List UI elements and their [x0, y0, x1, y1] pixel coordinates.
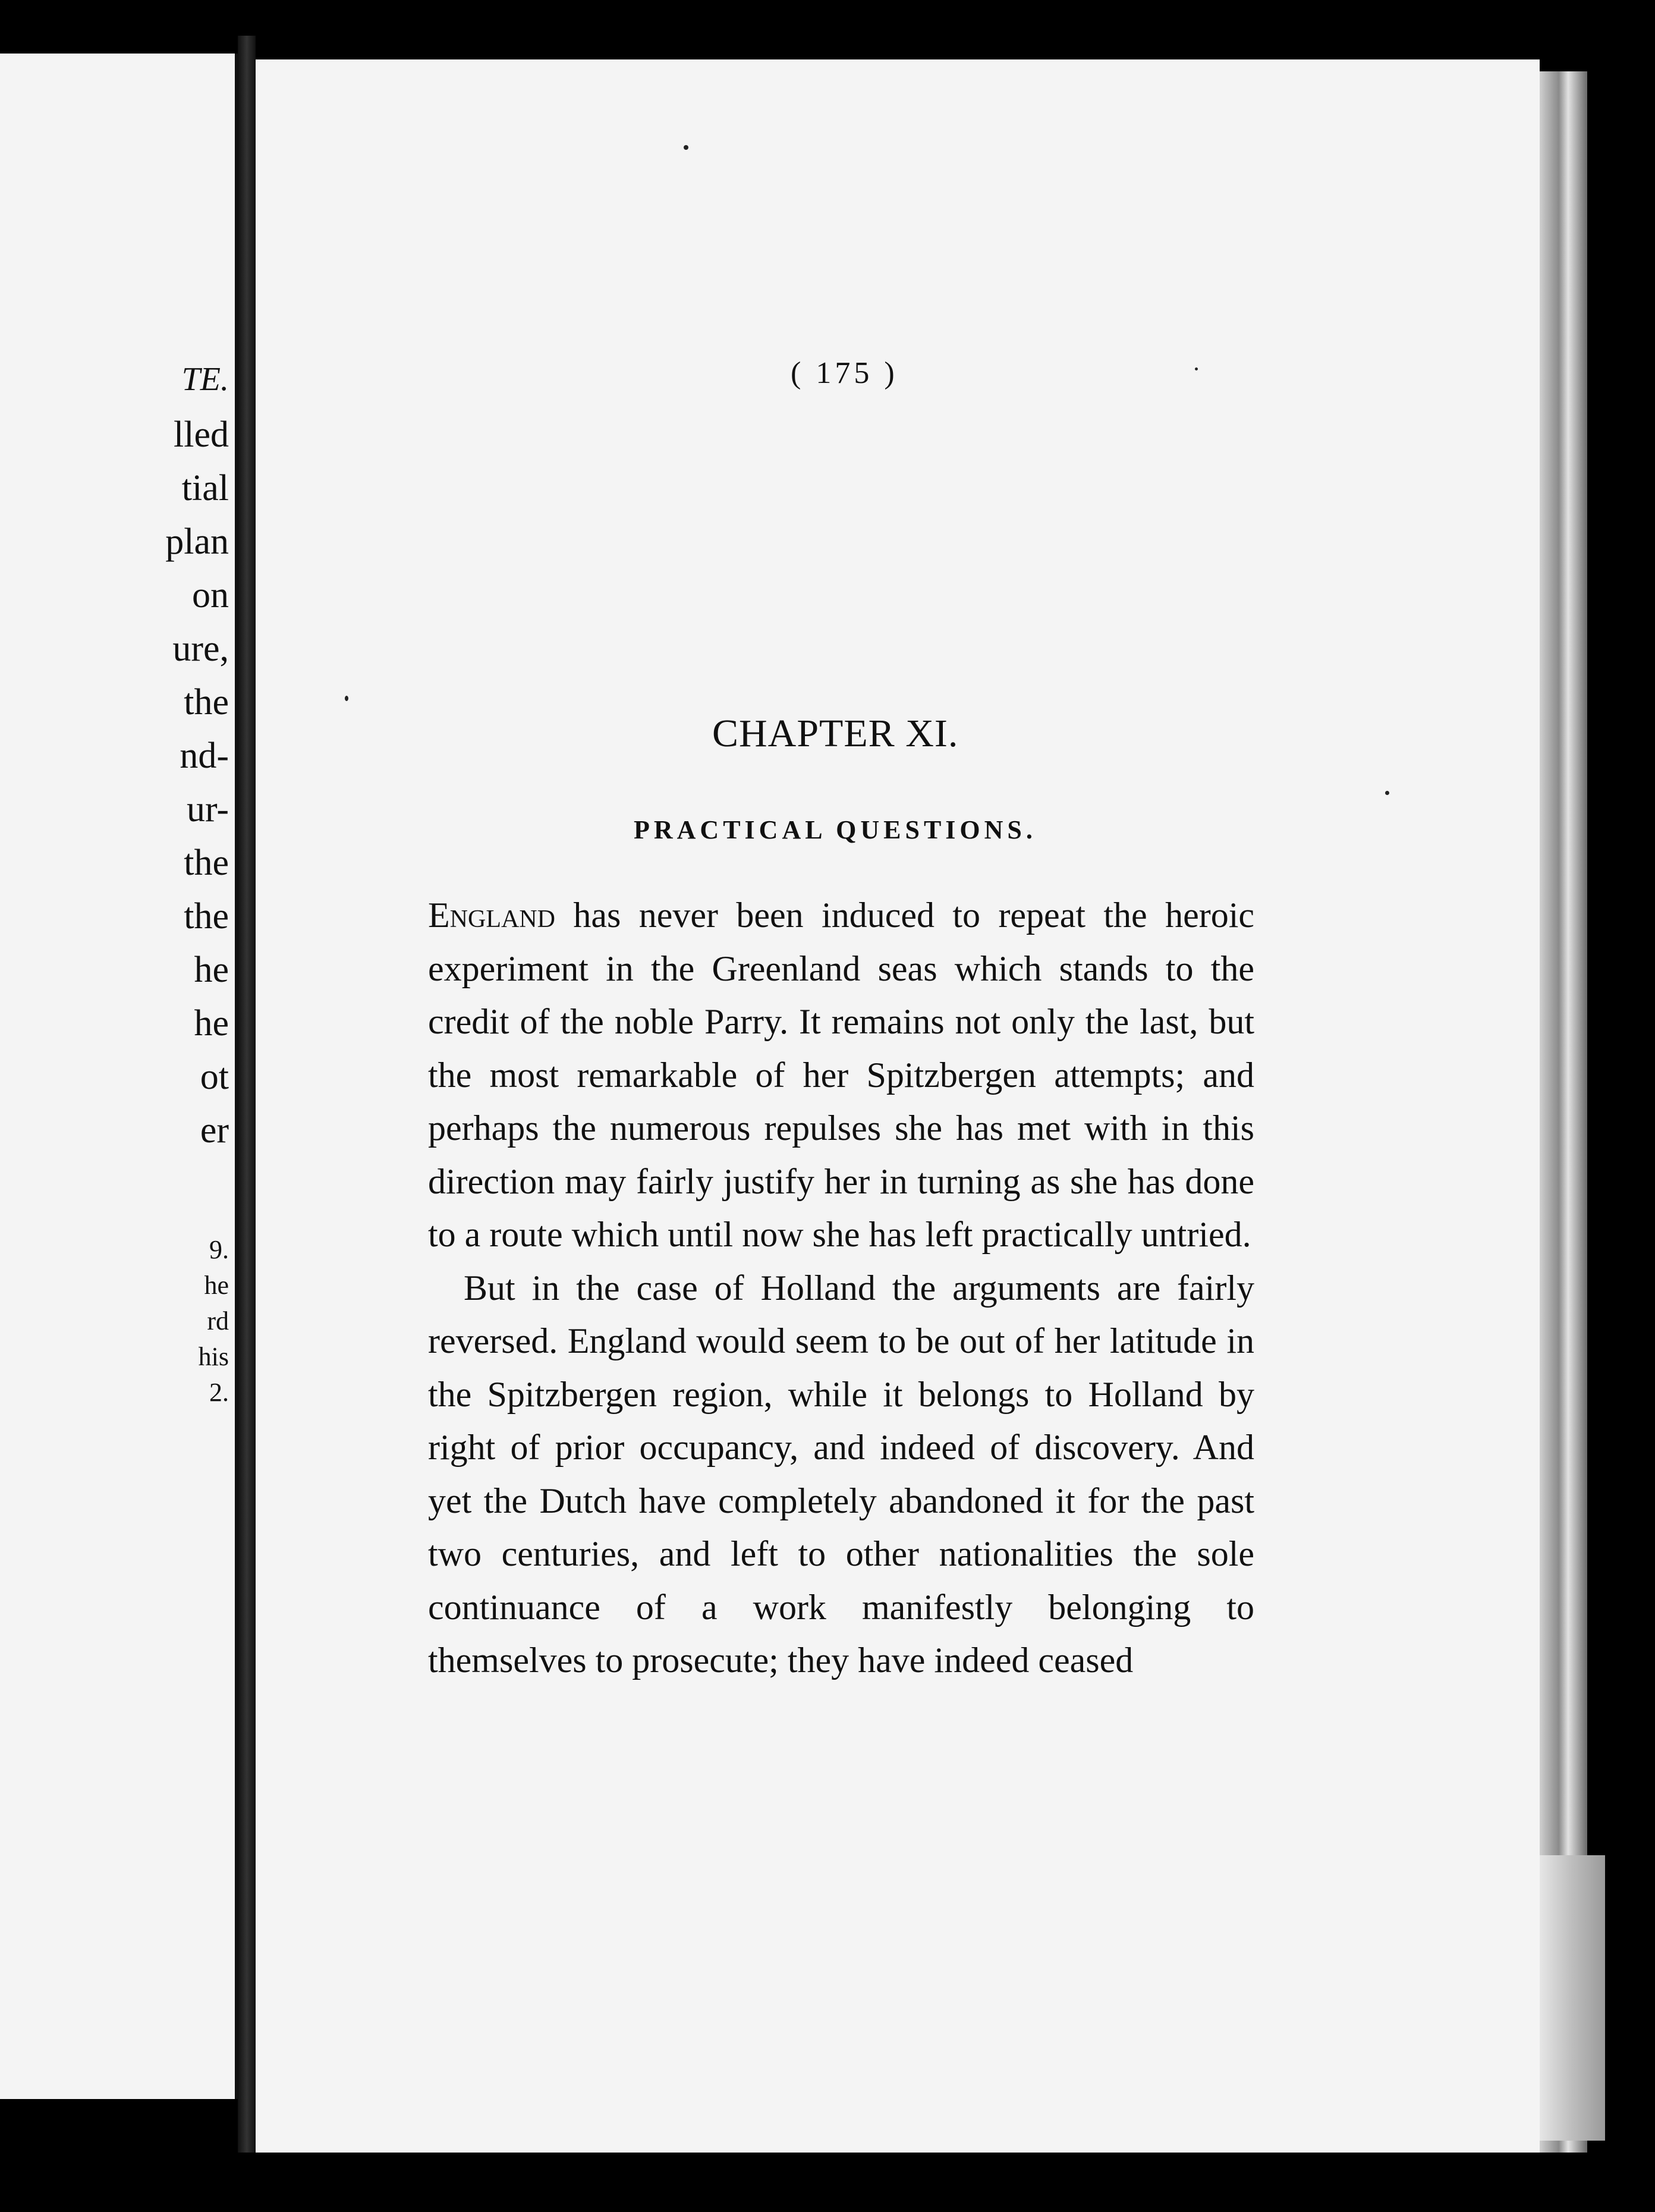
- left-page-line: ot: [200, 1057, 229, 1097]
- left-page-footnote-line: he: [204, 1271, 229, 1300]
- left-page-line: ure,: [172, 629, 229, 669]
- paragraph-text: But in the case of Holland the arguments are fairly reversed. England would seem to be out of her latitude in the Spitzbergen region, while it belongs to Holland by right of prior occupancy, and indeed of discovery. And yet the Dutch have completely abandoned it for the past two centuries, and left to other nationalities the sole continuance of a work manifestly belonging to themselves to prosecute; they have indeed ceased: [428, 1268, 1254, 1680]
- paragraph-lead-word: England: [428, 896, 555, 935]
- left-page-fragment: [0, 54, 241, 2099]
- left-page-line: the: [184, 843, 229, 883]
- book-page-edges-lower: [1540, 1855, 1605, 2141]
- left-page-footnote-line: 2.: [209, 1378, 229, 1407]
- left-page-line: the: [184, 682, 229, 722]
- scan-speck: [1385, 791, 1389, 795]
- left-page-footnote-line: his: [198, 1342, 229, 1371]
- left-page-line: ur-: [186, 789, 229, 830]
- book-gutter: [238, 36, 256, 2153]
- left-page-line: he: [194, 950, 229, 990]
- chapter-body: [428, 889, 1254, 1688]
- left-page-line: nd-: [180, 736, 229, 776]
- scan-speck: [1195, 367, 1198, 370]
- left-page-line: on: [192, 575, 229, 615]
- chapter-subtitle: PRACTICAL QUESTIONS.: [634, 815, 1037, 844]
- left-page-footnote-line: 9.: [209, 1235, 229, 1264]
- left-page-line: lled: [174, 414, 229, 455]
- scan-speck: [684, 145, 688, 150]
- left-page-line: plan: [165, 521, 229, 562]
- left-page-line: er: [200, 1110, 229, 1151]
- page-number: ( 175 ): [791, 356, 898, 390]
- left-page-line: he: [194, 1003, 229, 1044]
- paragraph: [428, 889, 1254, 1262]
- chapter-title: CHAPTER XI.: [712, 712, 959, 755]
- scan-speck: [345, 696, 348, 701]
- left-page-header: TE.: [181, 361, 229, 398]
- left-page-line: tial: [181, 468, 229, 508]
- left-page-footnote-line: rd: [207, 1306, 229, 1336]
- paragraph-text: has never been induced to repeat the heroic experiment in the Greenland seas which stands to the credit of the noble Parry. It remains not only the last, but the most remarkable of her Spitzbergen attempts; and perhaps the numerous repulses she has met with in this direction may fairly justify her in turning as she has done to a route which until now she has left practically untried.: [428, 896, 1254, 1254]
- book-page-edges: [1540, 71, 1587, 2153]
- left-page-line: the: [184, 896, 229, 937]
- paragraph: [428, 1262, 1254, 1688]
